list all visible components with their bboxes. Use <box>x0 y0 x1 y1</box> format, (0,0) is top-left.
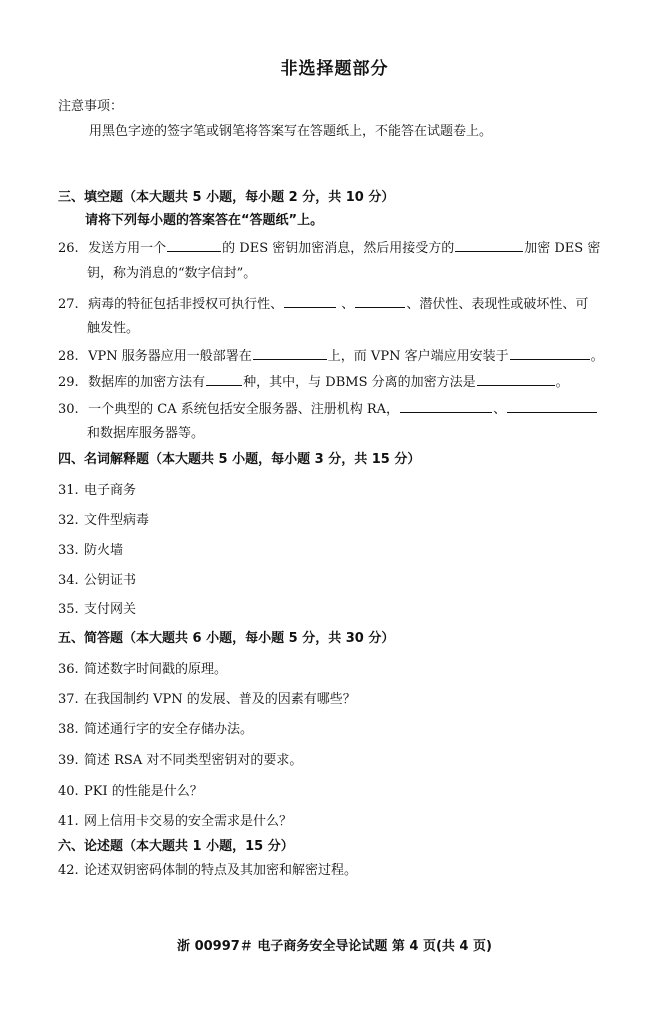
question-42 <box>58 862 357 880</box>
question-number: 26. <box>58 241 79 256</box>
question-text: 。 <box>555 375 569 390</box>
answer-blank <box>400 399 492 413</box>
question-35 <box>58 601 136 619</box>
section-4-heading: 四、名词解释题（本大题共 5 小题，每小题 3 分，共 15 分） <box>58 452 421 467</box>
question-number: 34. <box>58 573 79 588</box>
question-32 <box>58 512 149 530</box>
question-number: 31. <box>58 483 79 498</box>
question-41 <box>58 813 292 831</box>
question-text: 发送方用一个 <box>88 241 167 256</box>
question-38 <box>58 721 253 739</box>
question-26-continuation: 钥，称为消息的“数字信封”。 <box>87 266 257 281</box>
page-footer: 浙 00997＃ 电子商务安全导论试题 第 4 页(共 4 页) <box>177 939 492 954</box>
question-39 <box>58 752 302 770</box>
question-text: 病毒的特征包括非授权可执行性、 <box>88 297 284 312</box>
answer-blank <box>507 399 597 413</box>
answer-blank <box>206 372 242 386</box>
answer-blank <box>510 346 590 360</box>
answer-blank <box>355 294 405 308</box>
question-37 <box>58 691 356 709</box>
question-text: 电子商务 <box>84 483 137 498</box>
question-33 <box>58 542 123 560</box>
question-text: 防火墙 <box>84 543 124 558</box>
section-6-heading: 六、论述题（本大题共 1 小题，15 分） <box>58 839 294 854</box>
question-text: 加密 DES 密 <box>524 241 601 256</box>
question-27 <box>58 294 588 314</box>
question-text: 种，其中，与 DBMS 分离的加密方法是 <box>243 375 476 390</box>
question-number: 42. <box>58 863 79 878</box>
question-36 <box>58 661 227 679</box>
question-27-continuation: 触发性。 <box>87 321 140 336</box>
question-text: 的 DES 密钥加密消息，然后用接受方的 <box>222 241 455 256</box>
question-text: 、潜伏性、表现性或破坏性、可 <box>406 297 589 312</box>
question-34 <box>58 572 136 590</box>
question-text: 简述 RSA 对不同类型密钥对的要求。 <box>84 753 303 768</box>
question-30-continuation: 和数据库服务器等。 <box>87 426 205 441</box>
question-number: 41. <box>58 814 79 829</box>
question-text: 简述数字时间戳的原理。 <box>84 662 228 677</box>
question-28 <box>58 346 604 366</box>
question-number: 33. <box>58 543 79 558</box>
answer-blank <box>167 238 221 252</box>
answer-blank <box>455 238 523 252</box>
question-text: 一个典型的 CA 系统包括安全服务器、注册机构 RA， <box>88 402 400 417</box>
answer-blank <box>253 346 327 360</box>
page-title: 非选择题部分 <box>280 59 389 79</box>
question-text: PKI 的性能是什么？ <box>84 784 203 799</box>
question-31 <box>58 482 136 500</box>
question-26 <box>58 238 600 258</box>
question-40 <box>58 783 203 801</box>
question-text: 网上信用卡交易的安全需求是什么？ <box>84 814 293 829</box>
question-text: 公钥证书 <box>84 573 137 588</box>
question-number: 38. <box>58 722 79 737</box>
question-number: 37. <box>58 692 79 707</box>
answer-blank <box>284 294 336 308</box>
question-number: 28. <box>58 349 79 364</box>
question-text: 、 <box>493 402 507 417</box>
question-number: 32. <box>58 513 79 528</box>
question-text: 论述双钥密码体制的特点及其加密和解密过程。 <box>84 863 358 878</box>
question-29 <box>58 372 569 392</box>
question-number: 27. <box>58 297 79 312</box>
question-text: 在我国制约 VPN 的发展、普及的因素有哪些？ <box>84 692 356 707</box>
question-number: 29. <box>58 375 79 390</box>
question-text: 。 <box>590 349 604 364</box>
question-30 <box>58 399 598 419</box>
question-number: 35. <box>58 602 79 617</box>
notice-heading: 注意事项： <box>58 99 124 114</box>
question-text: 简述通行字的安全存储办法。 <box>84 722 254 737</box>
question-text: 文件型病毒 <box>84 513 150 528</box>
question-number: 40. <box>58 784 79 799</box>
question-number: 30. <box>58 402 79 417</box>
question-text: 支付网关 <box>84 602 137 617</box>
question-text: 、 <box>341 297 355 312</box>
section-5-heading: 五、简答题（本大题共 6 小题，每小题 5 分，共 30 分） <box>58 631 395 646</box>
question-text: 上，而 VPN 客户端应用安装于 <box>327 349 509 364</box>
question-number: 39. <box>58 753 79 768</box>
answer-blank <box>477 372 555 386</box>
question-number: 36. <box>58 662 79 677</box>
section-3-instruction: 请将下列每小题的答案答在“答题纸”上。 <box>85 213 324 228</box>
question-text: VPN 服务器应用一般部署在 <box>88 349 252 364</box>
section-3-heading: 三、填空题（本大题共 5 小题，每小题 2 分，共 10 分） <box>58 190 395 205</box>
question-text: 数据库的加密方法有 <box>88 375 206 390</box>
notice-text: 用黑色字迹的签字笔或钢笔将答案写在答题纸上，不能答在试题卷上。 <box>89 124 493 139</box>
